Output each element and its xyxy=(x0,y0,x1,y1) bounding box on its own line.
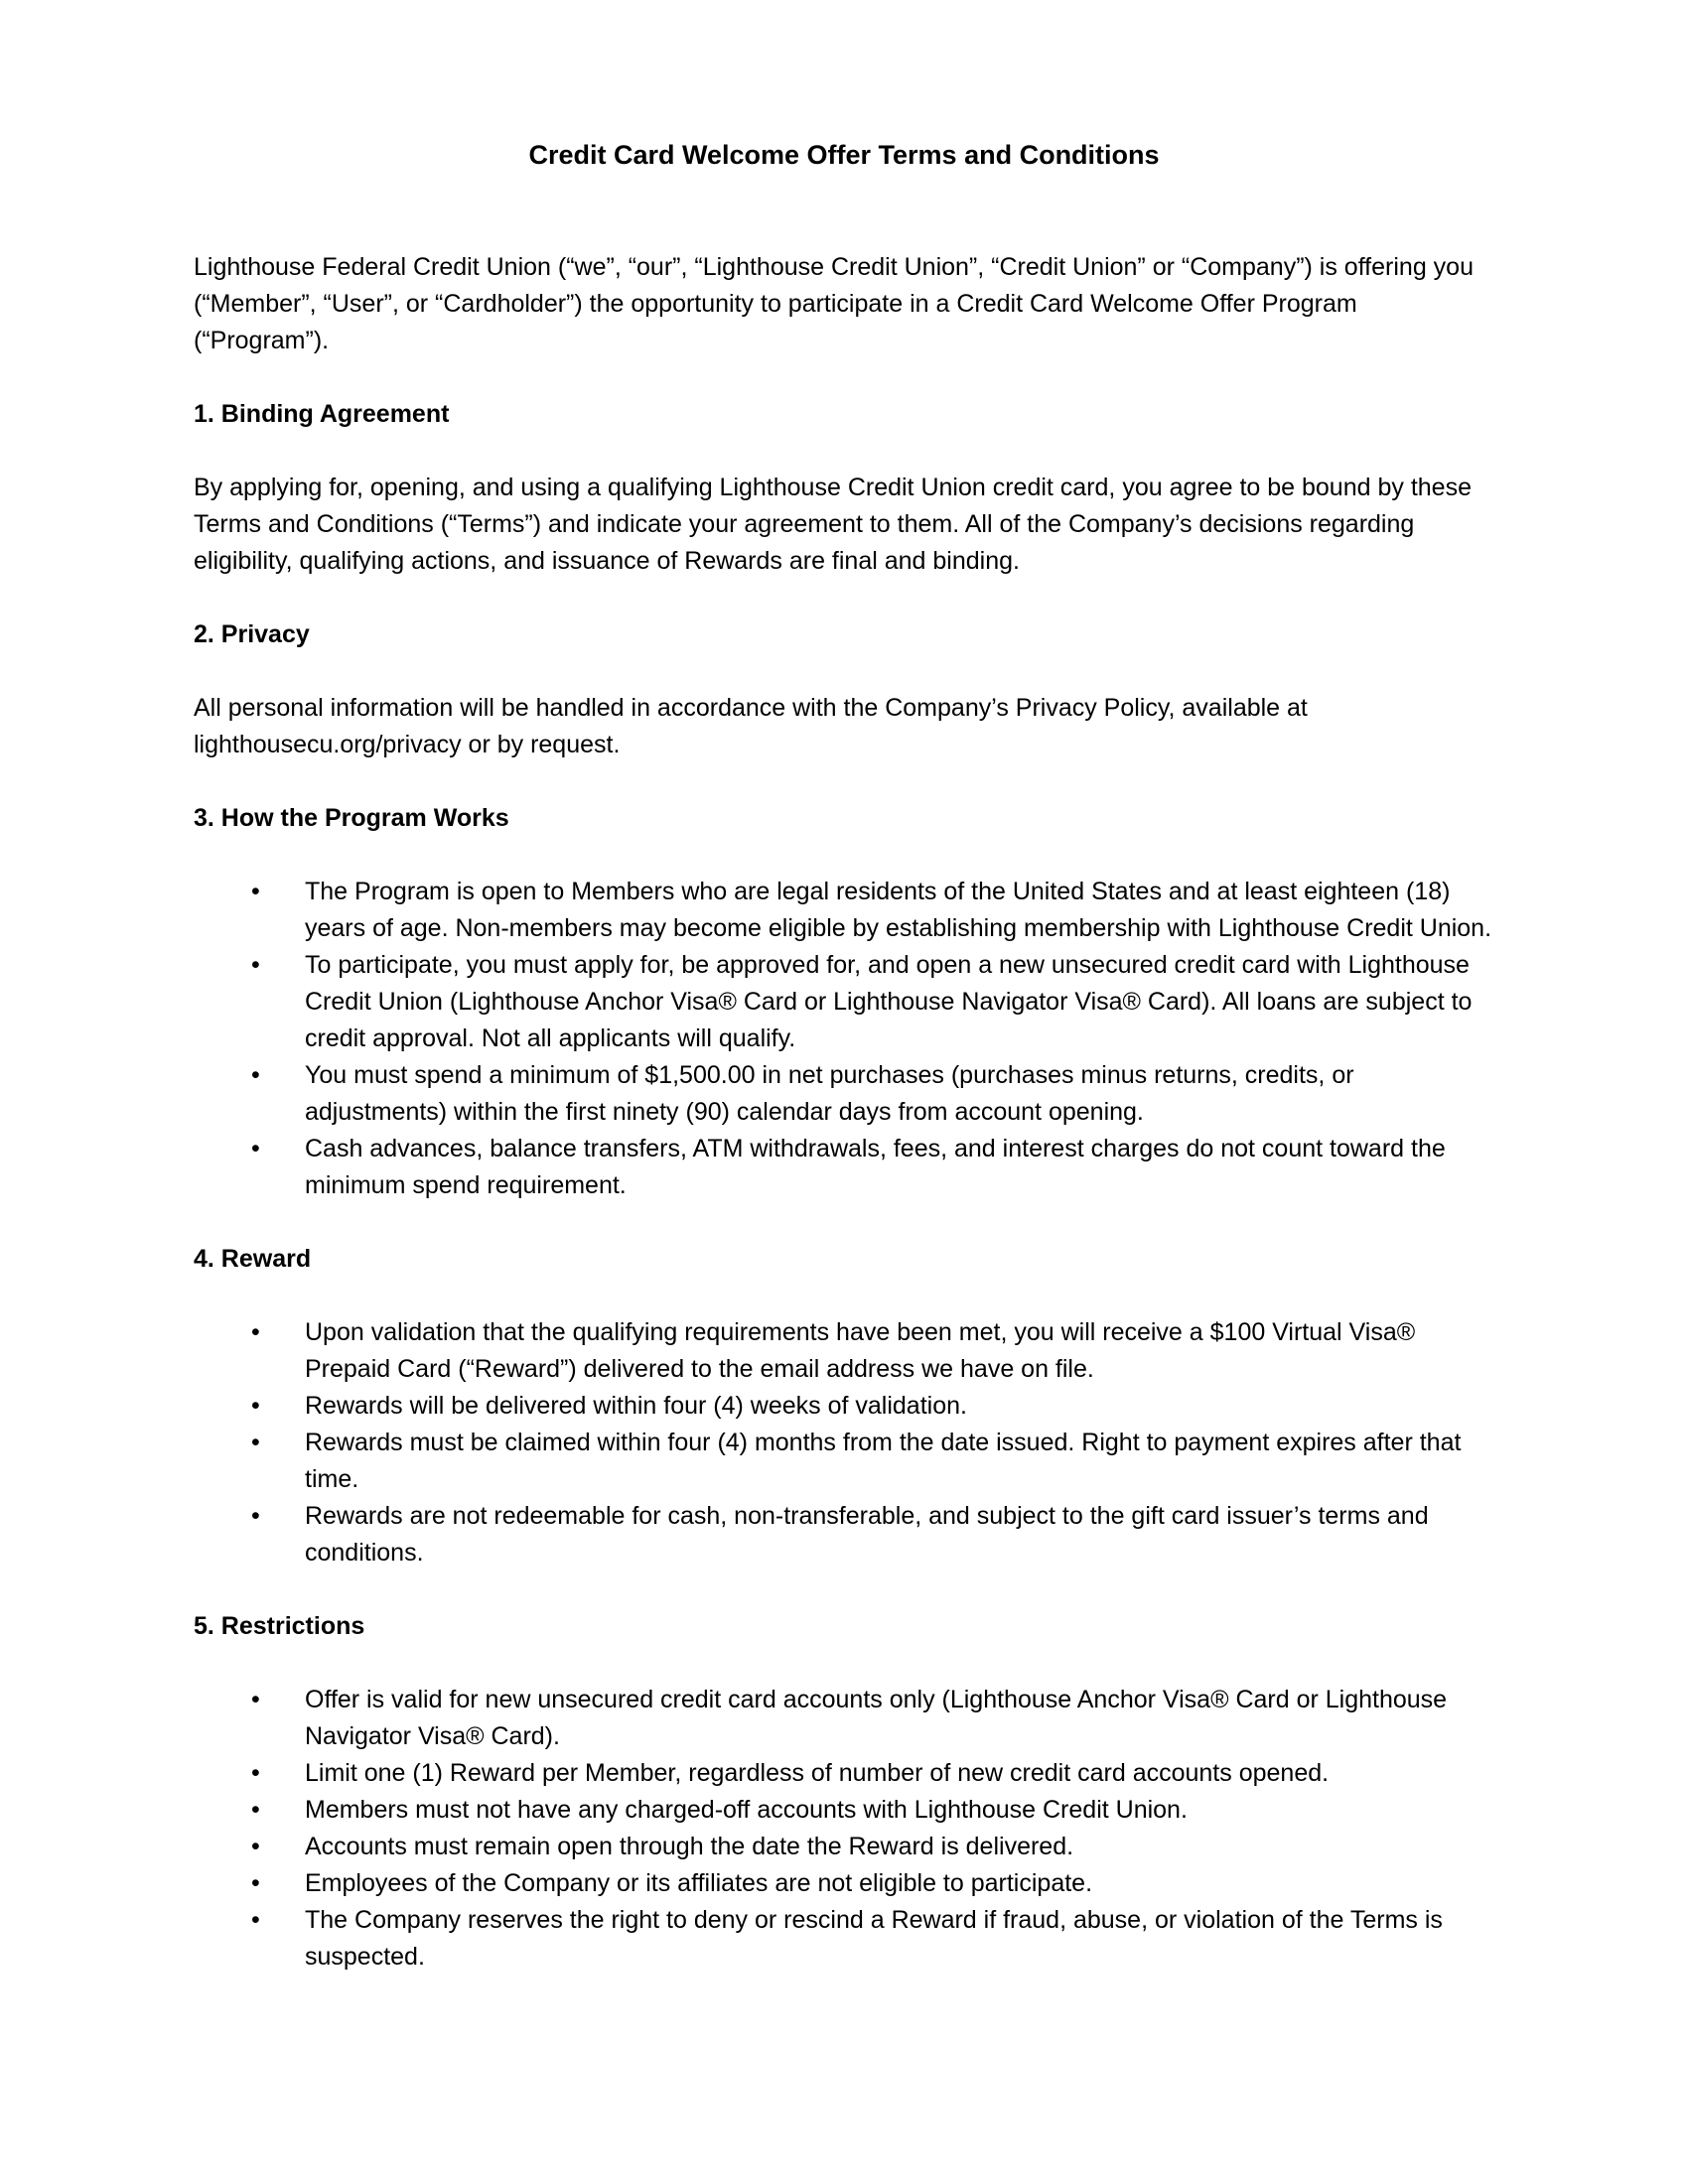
intro-paragraph: Lighthouse Federal Credit Union (“we”, “our”, “Lighthouse Credit Union”, “Credit Union” or “Company”) is offering you (“Member”, “User”, or “Cardholder”) the opportunity to participate in a Credit Card Welcome Offer Program (“Program”). xyxy=(194,253,1474,354)
list-item: • Accounts must remain open through the date the Reward is delivered. xyxy=(194,1829,1494,1865)
section-heading-how-the-program-works: 3. How the Program Works xyxy=(194,804,509,832)
section-heading-reward: 4. Reward xyxy=(194,1245,312,1273)
list-item: • Members must not have any charged-off accounts with Lighthouse Credit Union. xyxy=(194,1792,1494,1829)
bullet-list-restrictions xyxy=(194,1682,1494,1976)
list-item: • You must spend a minimum of $1,500.00 in net purchases (purchases minus returns, credits, or adjustments) within the first ninety (90) calendar days from account opening. xyxy=(194,1057,1494,1131)
list-item: • Rewards are not redeemable for cash, non-transferable, and subject to the gift card issuer’s terms and conditions. xyxy=(194,1498,1494,1571)
list-item: • Offer is valid for new unsecured credit card accounts only (Lighthouse Anchor Visa® Card or Lighthouse Navigator Visa® Card). xyxy=(194,1682,1494,1755)
list-item: • Upon validation that the qualifying requirements have been met, you will receive a $100 Virtual Visa® Prepaid Card (“Reward”) delivered to the email address we have on file. xyxy=(194,1314,1494,1388)
section-heading-restrictions: 5. Restrictions xyxy=(194,1612,365,1640)
list-item: • Limit one (1) Reward per Member, regardless of number of new credit card accounts opened. xyxy=(194,1755,1494,1792)
document-title: Credit Card Welcome Offer Terms and Conditions xyxy=(528,140,1160,170)
list-item: • The Company reserves the right to deny or rescind a Reward if fraud, abuse, or violation of the Terms is suspected. xyxy=(194,1902,1494,1976)
list-item: • Rewards will be delivered within four (4) weeks of validation. xyxy=(194,1388,1494,1425)
list-item: • Rewards must be claimed within four (4) months from the date issued. Right to payment expires after that time. xyxy=(194,1425,1494,1498)
bullet-list-how-the-program-works xyxy=(194,874,1494,1204)
section-paragraph-binding-agreement: By applying for, opening, and using a qualifying Lighthouse Credit Union credit card, you agree to be bound by these Terms and Conditions (“Terms”) and indicate your agreement to them. All of the Company’s decisions regarding eligibility, qualifying actions, and issuance of Rewards are final and binding. xyxy=(194,474,1472,575)
list-item: • Cash advances, balance transfers, ATM withdrawals, fees, and interest charges do not count toward the minimum spend requirement. xyxy=(194,1131,1494,1204)
list-item: • To participate, you must apply for, be approved for, and open a new unsecured credit card with Lighthouse Credit Union (Lighthouse Anchor Visa® Card or Lighthouse Navigator Visa® Card). All loans are subject to credit approval. Not all applicants will qualify. xyxy=(194,947,1494,1057)
section-heading-binding-agreement: 1. Binding Agreement xyxy=(194,400,450,428)
section-paragraph-privacy: All personal information will be handled in accordance with the Company’s Privacy Policy, available at lighthousecu.org/privacy or by request. xyxy=(194,694,1308,758)
bullet-list-reward xyxy=(194,1314,1494,1571)
list-item: • The Program is open to Members who are legal residents of the United States and at least eighteen (18) years of age. Non-members may become eligible by establishing membership with Lighthouse Credit Union. xyxy=(194,874,1494,947)
list-item: • Employees of the Company or its affiliates are not eligible to participate. xyxy=(194,1865,1494,1902)
section-heading-privacy: 2. Privacy xyxy=(194,620,310,648)
